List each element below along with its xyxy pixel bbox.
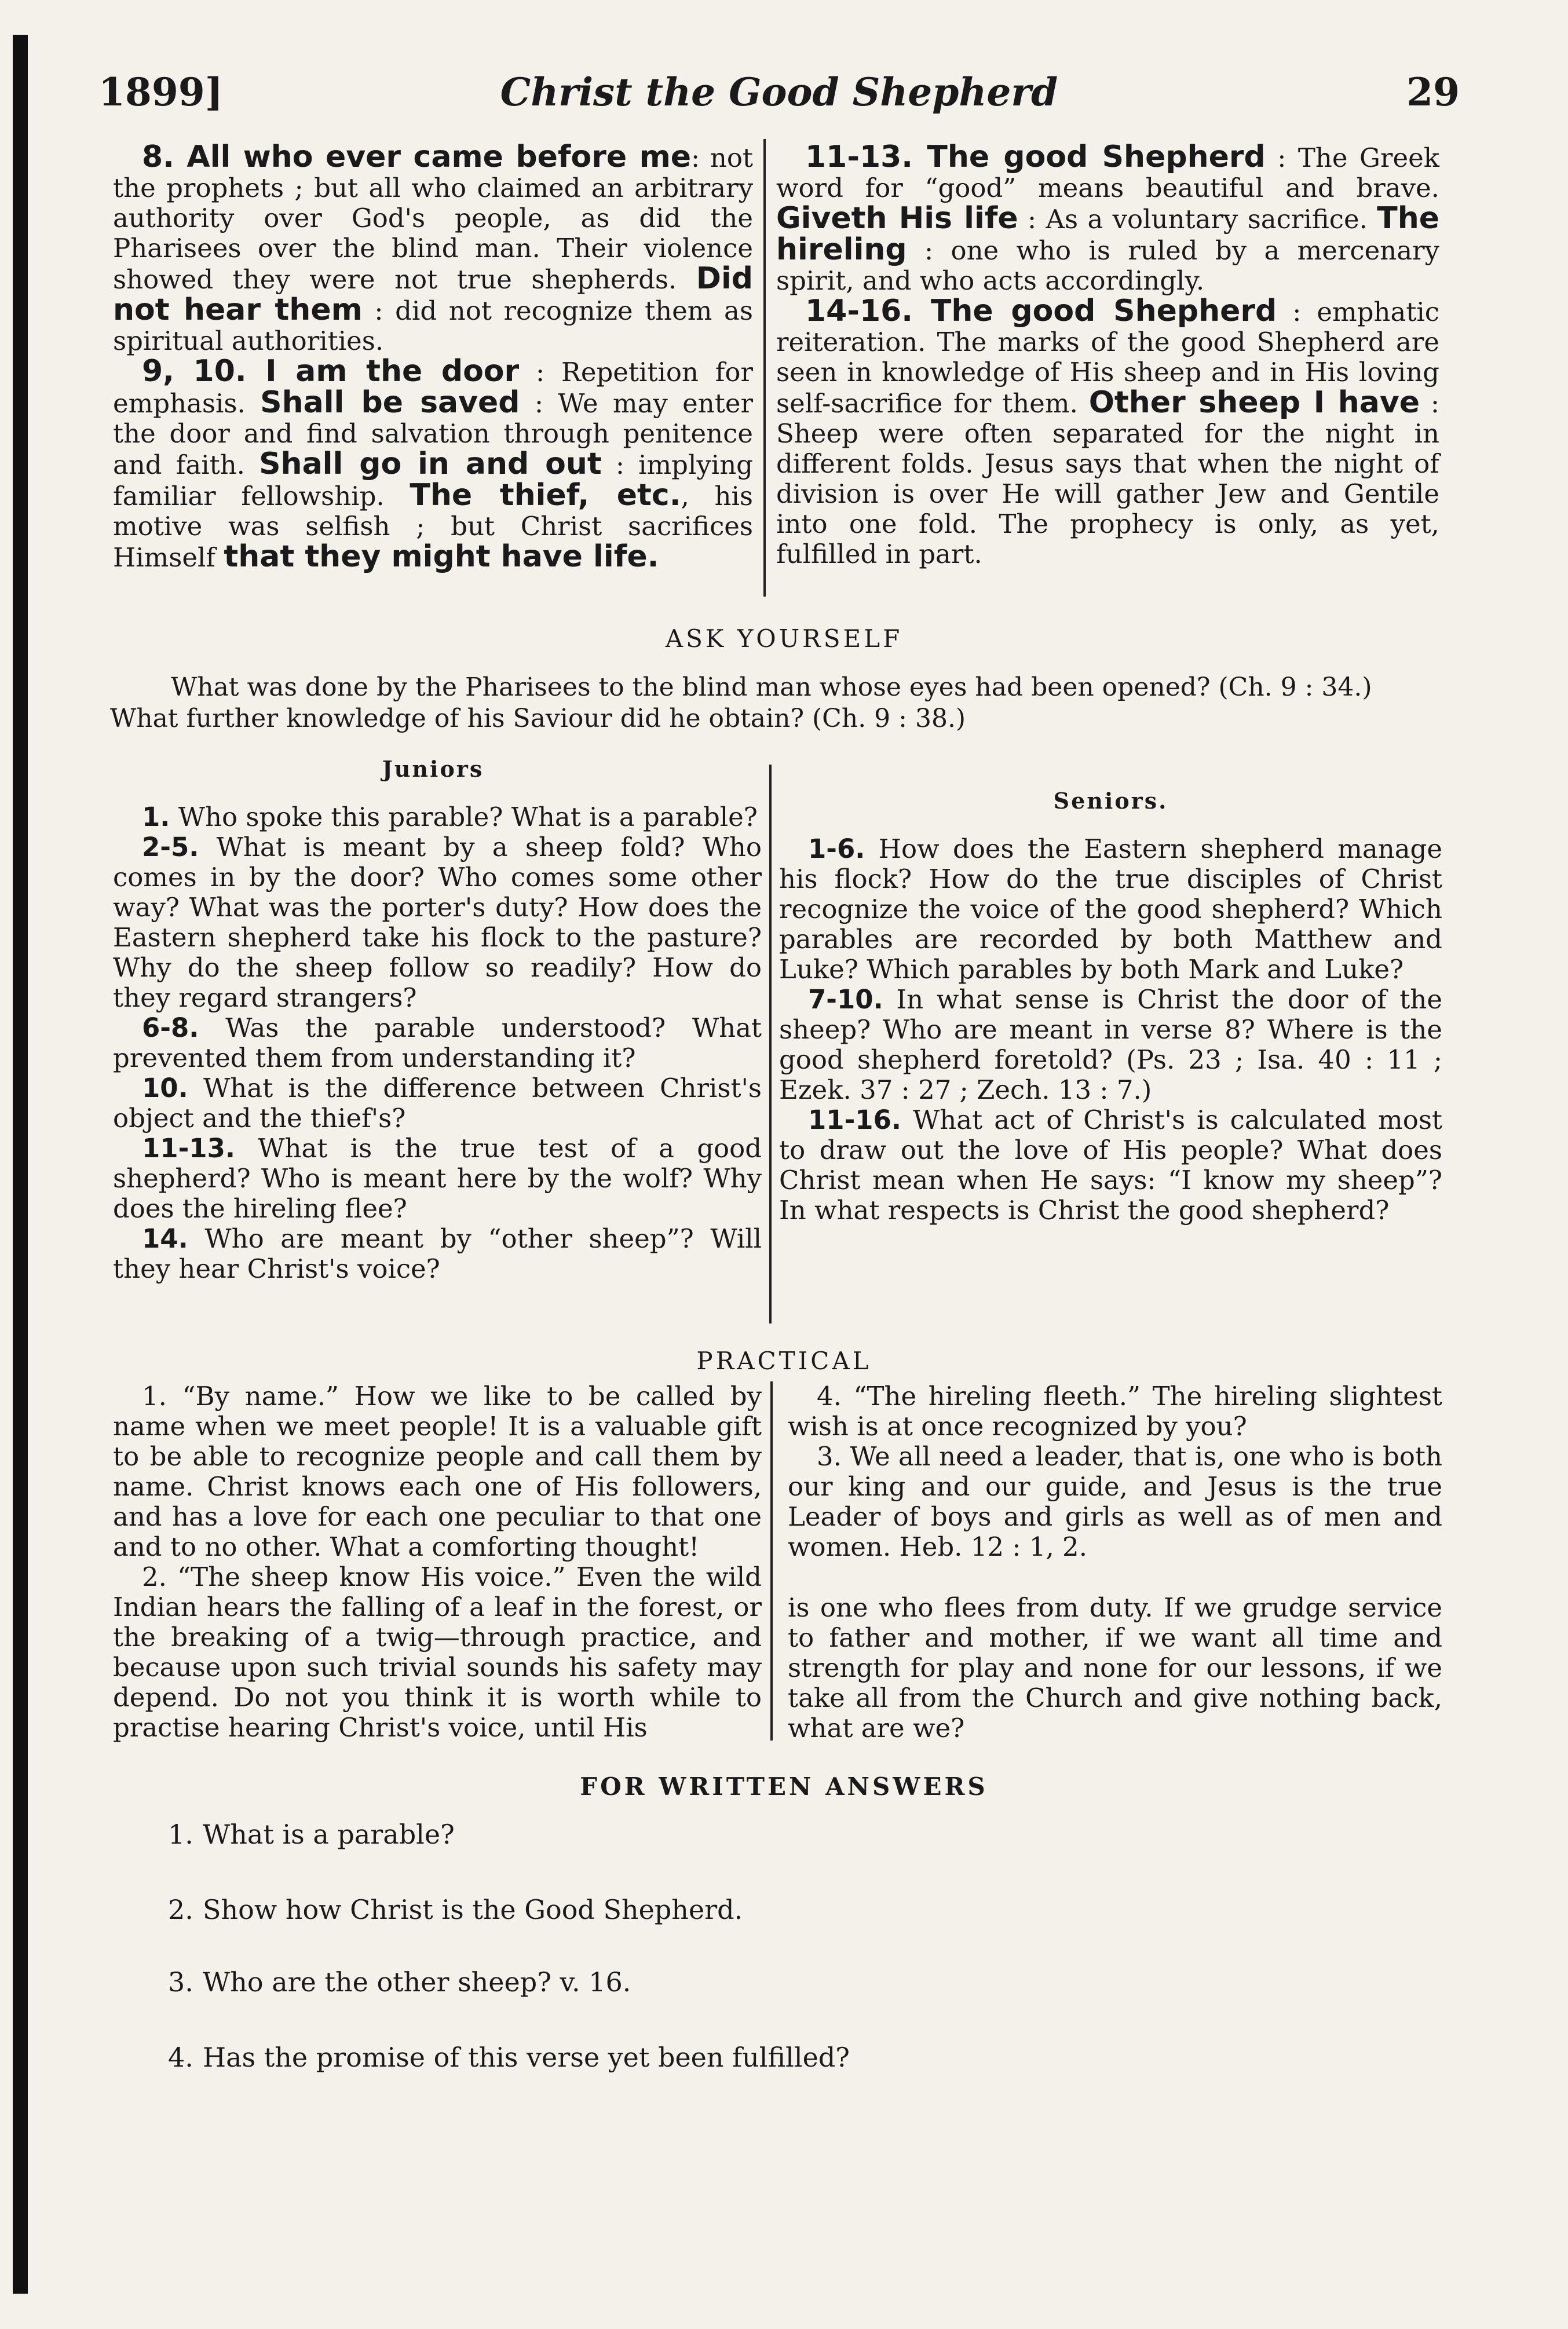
note-text: : Repetition for emphasis.	[113, 357, 753, 419]
ask-line-1: What was done by the Pharisees to the blind man whose eyes had been opened? (Ch. 9 : 34.)	[171, 672, 1372, 702]
note-text: : The Greek word for “good” means beautiful and brave.	[776, 142, 1439, 203]
question-text: What act of Christ's is calculated most to draw out the love of His people? What does Christ mean when He says: “I know my sheep”? In what respects is Christ the good shepherd?	[779, 1105, 1442, 1226]
question-item	[113, 802, 762, 832]
written-answer-text: Who are the other sheep? v. 16.	[203, 1966, 631, 1998]
question-number: 14.	[142, 1223, 188, 1254]
question-number: 2-5.	[142, 832, 199, 862]
written-answers-heading: FOR WRITTEN ANSWERS	[580, 1772, 988, 1801]
question-number: 10.	[142, 1073, 188, 1103]
question-text: Who spoke this parable? What is a parable?	[170, 802, 758, 832]
practical-paragraph: 4. “The hireling fleeth.” The hireling slightest wish is at once recognized by you?	[788, 1381, 1442, 1442]
note-term: 14-16. The good Shepherd	[805, 294, 1277, 328]
question-item	[113, 832, 762, 1013]
note-paragraph	[113, 356, 753, 573]
note-paragraph	[776, 142, 1439, 296]
written-answer-item	[168, 2042, 850, 2073]
note-text: : implying familiar fellowship.	[113, 449, 753, 511]
practical-paragraph: 1. “By name.” How we like to be called by name when we meet people! It is a valuable gift to be able to recognize people and call them by name. Christ knows each one of His followers, and has a love for each one peculiar to that one and to no other. What a comforting thought!	[113, 1381, 762, 1562]
question-item	[113, 1073, 762, 1134]
ask-yourself-heading: ASK YOURSELF	[665, 624, 903, 653]
running-title: Christ the Good Shepherd	[500, 70, 1058, 115]
note-term: 8. All who ever came before me	[142, 140, 692, 174]
note-text: : emphatic reiteration. The marks of the good Shepherd are seen in knowledge of His sheep and in His loving self-sacrifice for them.	[776, 297, 1439, 419]
practical-right-bottom	[788, 1593, 1442, 1743]
note-text: , his motive was selfish ; but Christ sacrifices Himself	[113, 481, 754, 573]
question-item	[779, 834, 1442, 985]
note-term: The thief, etc.	[410, 478, 681, 513]
practical-paragraph: 2. “The sheep know His voice.” Even the wild Indian hears the falling of a leaf in the forest, or the breaking of a twig—through practice, and because upon such trivial sounds his safety may depend. Do not you think it is worth while to practise hearing Christ's voice, until His	[113, 1562, 762, 1743]
note-term: Shall be saved	[260, 385, 520, 420]
note-term: Other sheep I have	[1088, 385, 1420, 420]
note-term: Did not hear them	[113, 261, 753, 327]
note-text: : As a voluntary sacrifice.	[1018, 204, 1377, 235]
juniors-heading: Juniors	[382, 756, 484, 782]
note-text: : We may enter the door and find salvation through penitence and faith.	[113, 388, 753, 480]
question-item	[779, 1105, 1442, 1226]
binding-edge	[13, 35, 28, 2294]
column-divider	[763, 139, 766, 597]
practical-left-column	[113, 1381, 762, 1743]
written-answer-text: What is a parable?	[203, 1819, 455, 1850]
written-answer-number: 3.	[168, 1966, 193, 1998]
question-text: How does the Eastern shepherd manage his flock? How do the true disciples of Christ recognize the voice of the good shepherd? Which parables are recorded by both Matthew and Luke? Which parables by both Mark and Luke?	[779, 833, 1442, 985]
header-year: 1899]	[98, 70, 223, 115]
note-term: 9, 10. I am the door	[142, 354, 520, 389]
note-paragraph	[113, 142, 753, 356]
note-text: : Sheep were often separated for the night in different folds. Jesus says that when the night of division is over He will gather Jew and Gentile into one fold. The prophecy is only, as yet, fulfilled in part.	[776, 388, 1440, 569]
note-term: 11-13. The good Shepherd	[805, 140, 1266, 174]
notes-left-column	[113, 142, 753, 573]
note-text: : not the prophets ; but all who claimed an arbitrary authority over God's people, as did the Pharisees over the blind man. Their violence showed they were not true shepherds.	[113, 142, 754, 295]
question-text: What is meant by a sheep fold? Who comes in by the door? Who comes some other way? What was the porter's duty? How does the Eastern shepherd take his flock to the pasture? Why do the sheep follow so readily? How do they regard strangers?	[113, 832, 762, 1013]
written-answer-item	[168, 1966, 631, 1998]
question-number: 1-6.	[808, 833, 865, 864]
question-item	[113, 1224, 762, 1284]
column-divider	[769, 765, 772, 1323]
ask-yourself-text	[110, 672, 1460, 734]
practical-heading: PRACTICAL	[696, 1347, 872, 1375]
question-number: 11-16.	[808, 1105, 902, 1135]
question-text: Who are meant by “other sheep”? Will they hear Christ's voice?	[113, 1223, 762, 1284]
written-answer-number: 1.	[168, 1819, 193, 1850]
note-term: Giveth His life	[776, 201, 1018, 236]
seniors-heading: Seniors.	[1053, 788, 1168, 814]
question-number: 11-13.	[142, 1133, 236, 1164]
note-term: The hireling	[776, 201, 1439, 267]
practical-paragraph: 3. We all need a leader, that is, one who is both our king and our guide, and Jesus is the true Leader of boys and girls as well as of men and women. Heb. 12 : 1, 2.	[788, 1441, 1442, 1562]
juniors-column	[113, 802, 762, 1284]
column-divider	[770, 1381, 773, 1741]
question-number: 7-10.	[808, 984, 883, 1015]
question-text: What is the difference between Christ's object and the thief's?	[113, 1073, 762, 1134]
question-item	[113, 1134, 762, 1224]
written-answer-number: 2.	[168, 1894, 193, 1925]
ask-line-2: What further knowledge of his Saviour did he obtain? (Ch. 9 : 38.)	[110, 704, 966, 733]
page-number: 29	[1406, 70, 1460, 115]
written-answer-text: Show how Christ is the Good Shepherd.	[203, 1894, 743, 1925]
question-text: Was the parable understood? What prevented them from understanding it?	[113, 1012, 762, 1073]
question-number: 6-8.	[142, 1012, 199, 1043]
question-number: 1.	[142, 802, 170, 832]
written-answer-text: Has the promise of this verse yet been fulfilled?	[203, 2042, 850, 2073]
page-header	[98, 70, 1460, 122]
seniors-column	[779, 834, 1442, 1226]
written-answer-item	[168, 1894, 743, 1925]
note-paragraph	[776, 296, 1439, 569]
note-text: : one who is ruled by a mercenary spirit, and who acts accordingly.	[776, 235, 1439, 296]
question-item	[113, 1013, 762, 1073]
practical-right-top	[788, 1381, 1442, 1562]
note-term: that they might have life.	[224, 539, 659, 574]
question-text: In what sense is Christ the door of the sheep? Who are meant in verse 8? Where is the good shepherd foretold? (Ps. 23 ; Isa. 40 : 11 ; Ezek. 37 : 27 ; Zech. 13 : 7.)	[779, 984, 1442, 1105]
notes-right-column	[776, 142, 1439, 569]
written-answer-number: 4.	[168, 2042, 193, 2073]
note-term: Shall go in and out	[259, 447, 602, 481]
note-text: : did not recognize them as spiritual authorities.	[113, 295, 753, 356]
practical-right-continuation: is one who flees from duty. If we grudge service to father and mother, if we want all time and strength for play and none for our lessons, if we take all from the Church and give nothing back, what are we?	[788, 1592, 1442, 1743]
written-answer-item	[168, 1819, 455, 1850]
question-text: What is the true test of a good shepherd? Who is meant here by the wolf? Why does the hireling flee?	[113, 1133, 762, 1224]
question-item	[779, 985, 1442, 1105]
